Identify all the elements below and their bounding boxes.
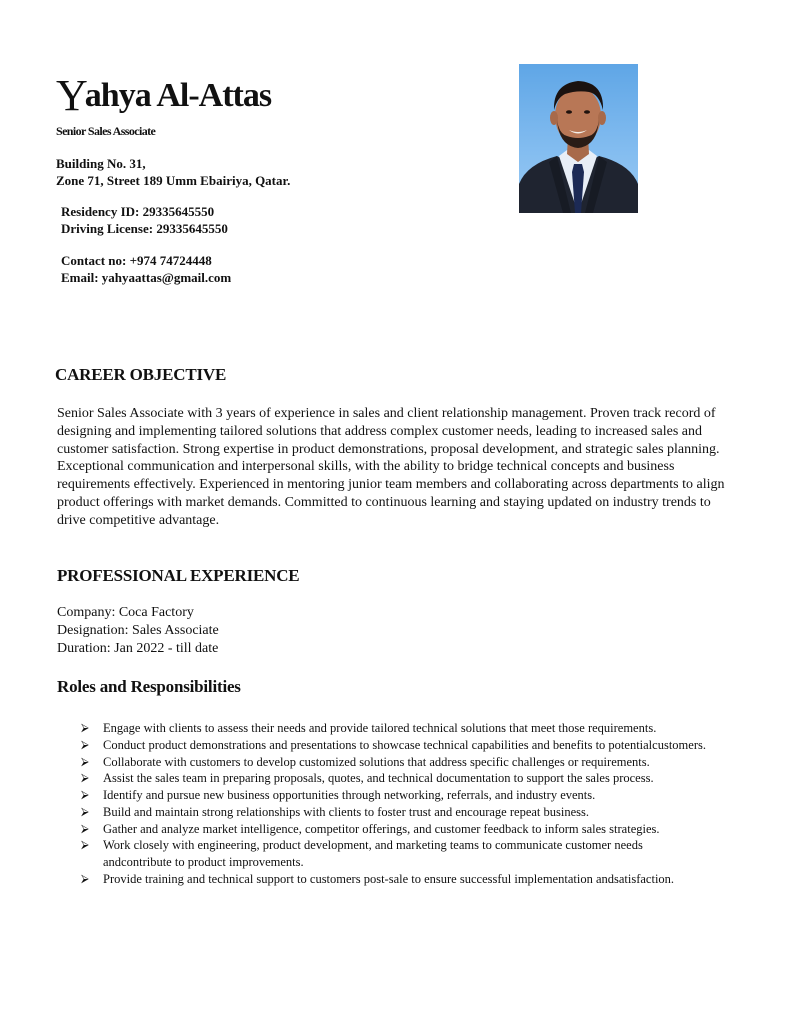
roles-list xyxy=(79,720,709,888)
arrow-bullet-icon: ⮚ xyxy=(81,789,89,802)
address-line-1: Building No. 31, xyxy=(56,156,146,171)
arrow-bullet-icon: ⮚ xyxy=(81,822,89,835)
experience-details xyxy=(57,604,219,658)
contact-block xyxy=(61,252,231,286)
job-title: Senior Sales Associate xyxy=(56,124,156,138)
arrow-bullet-icon: ⮚ xyxy=(81,772,89,785)
career-objective-text xyxy=(57,405,737,530)
address-block xyxy=(56,155,290,189)
arrow-bullet-icon: ⮚ xyxy=(81,805,89,818)
arrow-bullet-icon: ⮚ xyxy=(81,738,89,751)
list-item: ⮚ Provide training and technical support to customers post-sale to ensure successful implementation andsatisfaction. xyxy=(81,871,675,886)
duration: Duration: Jan 2022 - till date xyxy=(57,641,219,656)
list-item: ⮚ Conduct product demonstrations and presentations to showcase technical capabilities and benefits to potentialcustomers. xyxy=(81,737,706,752)
candidate-name-initial: Y xyxy=(56,71,87,120)
contact-number: Contact no: +974 74724448 xyxy=(61,253,212,268)
professional-experience-heading: PROFESSIONAL EXPERIENCE xyxy=(57,566,300,585)
arrow-bullet-icon: ⮚ xyxy=(81,839,89,852)
list-item: ⮚ Engage with clients to assess their needs and provide tailored technical solutions that meet those requirements. xyxy=(81,721,657,735)
list-item: ⮚ Gather and analyze market intelligence, competitor offerings, and customer feedback to inform sales strategies. xyxy=(81,821,660,836)
arrow-bullet-icon: ⮚ xyxy=(81,722,89,734)
person-portrait-icon xyxy=(519,64,638,213)
driving-license: Driving License: 29335645550 xyxy=(61,221,228,236)
list-item: ⮚ Build and maintain strong relationships with clients to foster trust and encourage repeat business. xyxy=(81,804,590,819)
list-item: ⮚ Assist the sales team in preparing proposals, quotes, and technical documentation to support the sales process. xyxy=(81,771,654,786)
arrow-bullet-icon: ⮚ xyxy=(81,755,89,768)
career-objective-paragraph-2: Exceptional communication and interpersonal skills, with the ability to bridge technical concepts and business requirements effectively. Experienced in mentoring junior team members and collaborating across departments to align product offerings with market demands. Committed to continuous learning and staying updated on industry trends to drive competitive advantage. xyxy=(57,459,725,528)
email-address: Email: yahyaattas@gmail.com xyxy=(61,270,232,285)
list-item: ⮚ Collaborate with customers to develop customized solutions that address specific challenges or requirements. xyxy=(81,754,650,769)
id-block xyxy=(61,203,228,237)
designation: Designation: Sales Associate xyxy=(57,623,219,638)
profile-photo xyxy=(519,64,638,213)
list-item: ⮚ Work closely with engineering, product development, and marketing teams to communicate customer needs andcontribute to product improvements. xyxy=(81,838,643,870)
residency-id: Residency ID: 29335645550 xyxy=(61,204,215,219)
arrow-bullet-icon: ⮚ xyxy=(81,872,89,885)
address-line-2: Zone 71, Street 189 Umm Ebairiya, Qatar. xyxy=(56,173,291,188)
candidate-name-rest: ahya Al-Attas xyxy=(84,77,272,114)
career-objective-paragraph-1: Senior Sales Associate with 3 years of experience in sales and client relationship management. Proven track record of designing and implementing tailored solutions that address complex customer needs, leading to increased sales and customer satisfaction. Strong expertise in product demonstrations, proposal development, and strategic sales planning. xyxy=(57,406,720,457)
candidate-name xyxy=(56,71,272,120)
list-item: ⮚ Identify and pursue new business opportunities through networking, referrals, and industry events. xyxy=(81,788,596,803)
career-objective-heading: CAREER OBJECTIVE xyxy=(55,365,227,384)
roles-heading: Roles and Responsibilities xyxy=(57,677,241,696)
company: Company: Coca Factory xyxy=(57,605,194,620)
